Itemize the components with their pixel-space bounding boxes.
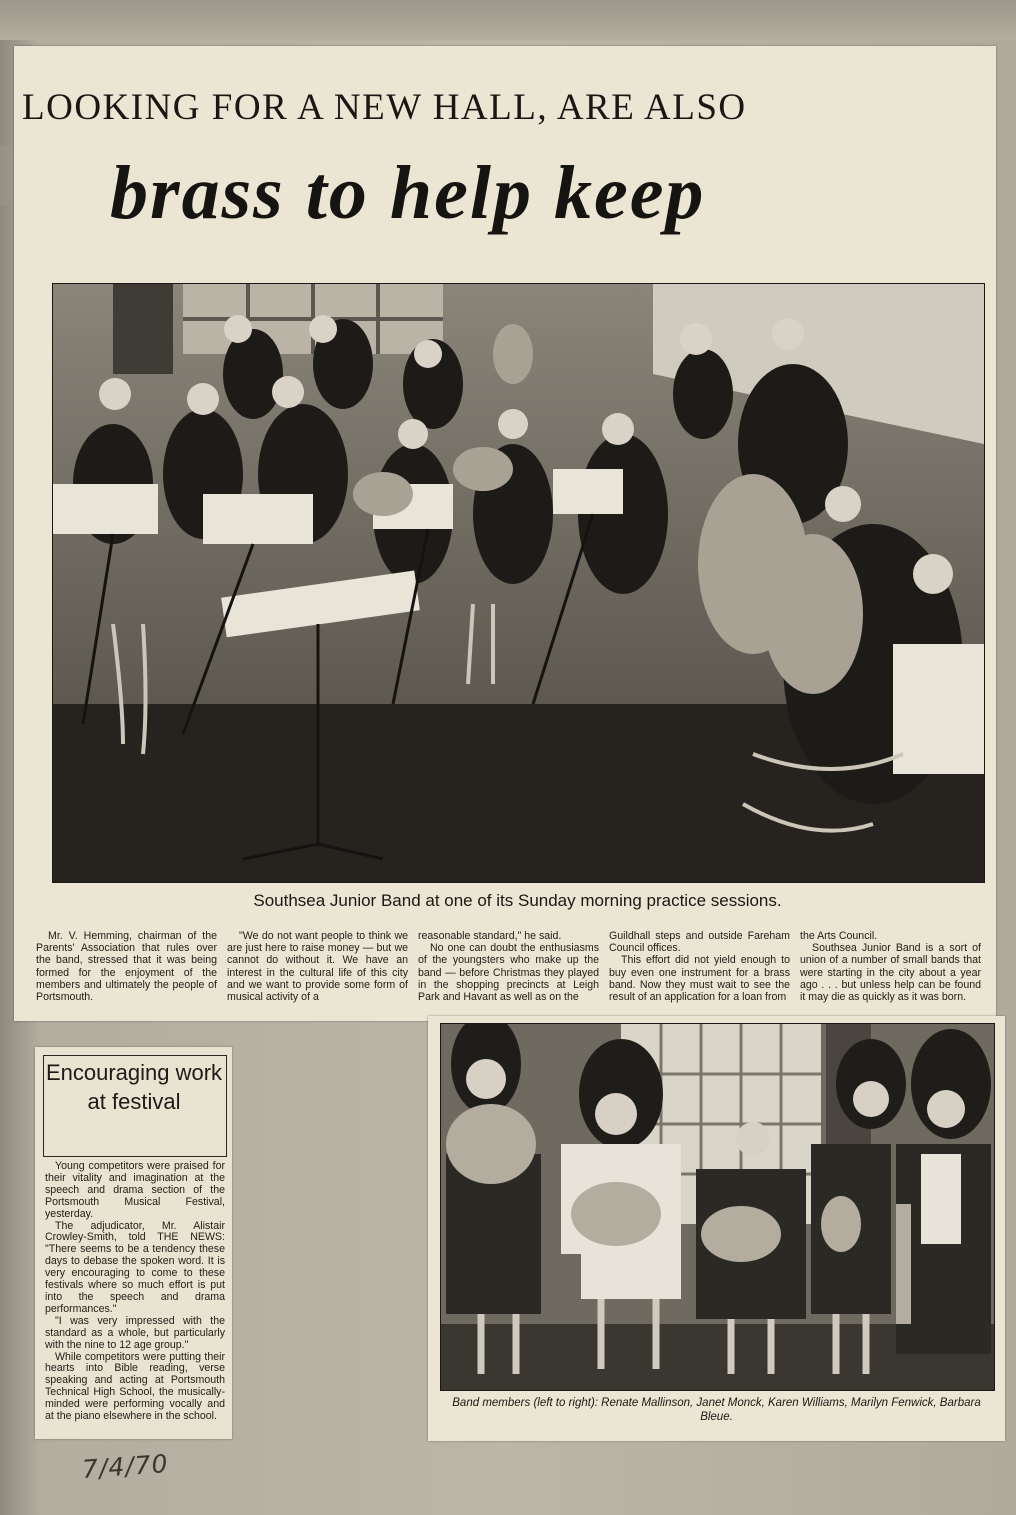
article-column-4 [609,930,790,1020]
article-paragraph: the Arts Council. [800,930,878,942]
article-paragraph: No one can doubt the enthusiasms of the youngsters who make up the band — before Christmas they played in the shopping precincts at Leigh Park and Havant as well as on the [418,942,599,1004]
article-paragraph: "We do not want people to think we are just here to raise money — but we cannot do without it. We have an interest in the cultural life of this city and we want to provide some form of musical activity of a [227,930,408,1004]
article-paragraph: Southsea Junior Band is a sort of union of a number of small bands that were starting in the city about a year ago . . . but unless help can be found it may die as quickly as it was born. [800,942,981,1004]
side-story-paragraph: Young competitors were praised for their vitality and imagination at the speech and drama section of the Portsmouth Musical Festival, yesterday. [45,1160,225,1220]
article-paragraph: This effort did not yield enough to buy even one instrument for a brass band. Now they must wait to see the result of an application for a loan from [609,954,790,1004]
article-body-columns [36,930,981,1020]
side-story-paragraph: While competitors were putting their hearts into Bible reading, verse speaking and acting at Portsmouth Technical High School, the musically-minded were performing vocally and at the piano elsewhere in the school. [45,1350,225,1423]
article-kicker: LOOKING FOR A NEW HALL, ARE ALSO [22,87,747,128]
article-paragraph: Mr. V. Hemming, chairman of the Parents' Association that rules over the band, stressed that it was being formed for the enjoyment of the members and ultimately the people of Portsmouth. [36,930,217,1004]
side-story-paragraph: The adjudicator, Mr. Alistair Crowley-Smith, told THE NEWS: "There seems to be a tendency these days to debase the spoken word. It is very encouraging to come to these festivals where so much effort is put into the speech and drama performances." [45,1219,225,1315]
side-story-paragraph: "I was very impressed with the standard as a whole, but particularly with the nine to 12 age group." [45,1314,225,1351]
band-practice-photo [52,283,985,883]
article-paragraph: Guildhall steps and outside Fareham Council offices. [609,930,790,955]
side-story-body [45,1161,225,1423]
article-column-2 [227,930,408,1020]
scrapbook-top-edge [0,0,1016,40]
main-photo-caption: Southsea Junior Band at one of its Sunday morning practice sessions. [253,891,782,910]
band-members-photo [440,1023,995,1391]
article-paragraph: reasonable standard," he said. [418,930,562,942]
article-column-5 [800,930,981,1020]
side-story-headline: Encouraging work at festival [45,1060,223,1114]
article-headline: brass to help keep [110,151,706,235]
handwritten-date: 7/4/70 [81,1449,170,1484]
article-column-3 [418,930,599,1020]
band-members-caption: Band members (left to right): Renate Mallinson, Janet Monck, Karen Williams, Marilyn Fenwick, Barbara Bleue. [452,1397,981,1423]
article-column-1 [36,930,217,1020]
